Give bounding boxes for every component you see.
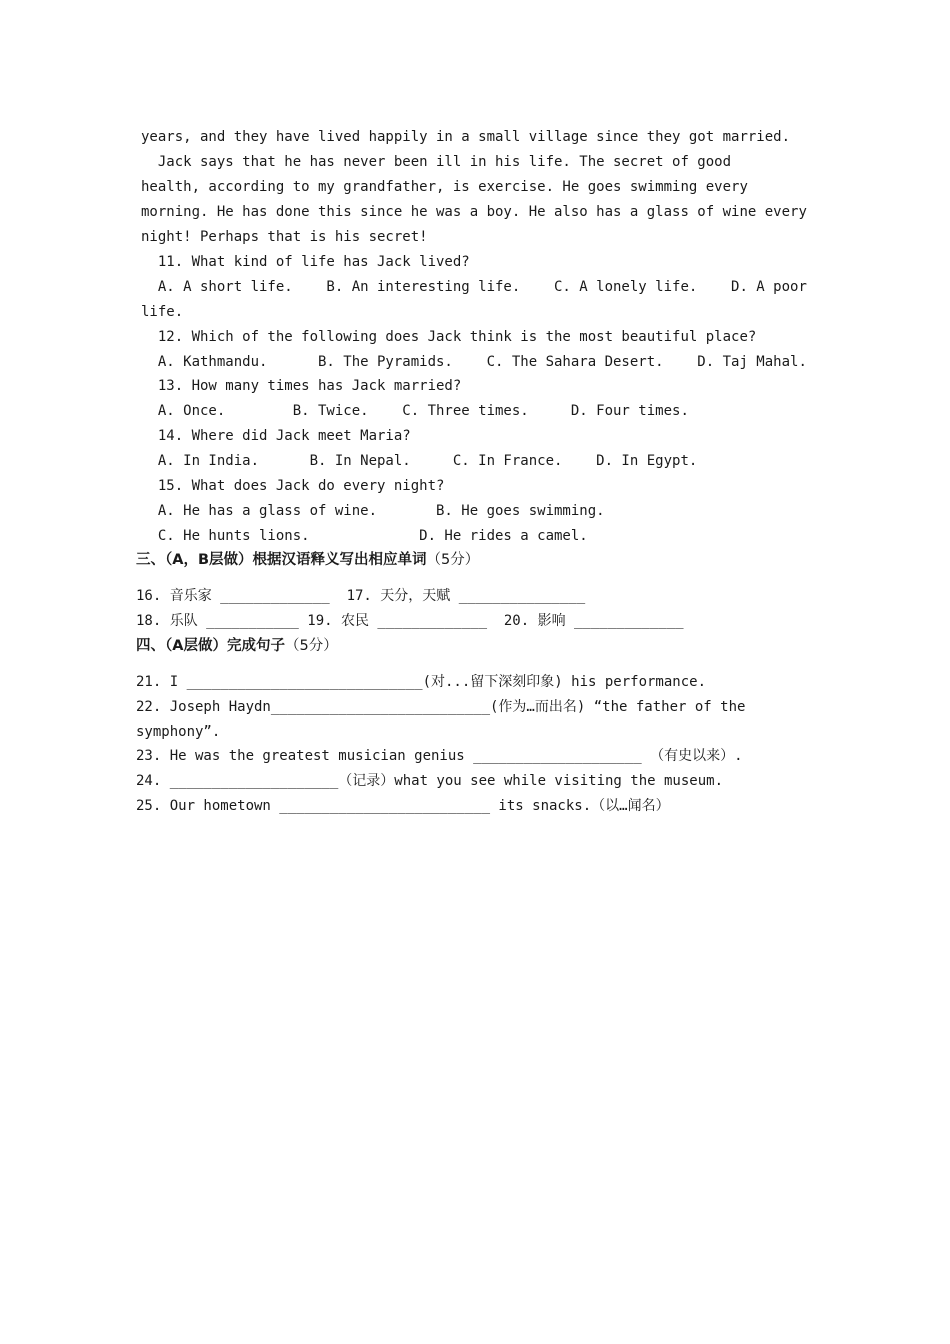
section-3-points: （5分） [426,552,480,568]
question-stem: 13. How many times has Jack married? [141,378,462,394]
answer-options: A. Kathmandu. B. The Pyramids. C. The Sahara Desert. D. Taj Mahal. [141,354,807,370]
answer-options-continued: C. He hunts lions. D. He rides a camel. [141,528,588,544]
answer-options: A. A short life. B. An interesting life. C. A lonely life. D. A poor [141,279,807,295]
sentence-item: 21. I ____________________________(对...留下深刻印象) his performance. [136,674,707,690]
section-4-title: 四、（A层做）完成句子 [136,638,285,654]
sentence-item: 22. Joseph Haydn__________________________(作为…而出名) “the father of the [136,699,746,715]
section-3-title: 三、（A，B层做）根据汉语释义写出相应单词 [136,552,427,568]
answer-options-continued: life. [141,304,184,320]
question-stem: 14. Where did Jack meet Maria? [141,428,411,444]
sentence-item: 24. ____________________（记录）what you see while visiting the museum. [136,773,724,789]
sentence-item-continued: symphony”. [136,724,221,740]
section-4-heading [136,637,338,655]
passage-line: night! Perhaps that is his secret! [141,229,428,245]
sentence-item: 23. He was the greatest musician genius ____________________ （有史以来）. [136,748,743,764]
passage-line: morning. He has done this since he was a boy. He also has a glass of wine every [141,204,807,220]
question-stem: 11. What kind of life has Jack lived? [141,254,470,270]
section-4-points: （5分） [284,638,338,654]
answer-options: A. In India. B. In Nepal. C. In France. D. In Egypt. [141,453,698,469]
answer-options: A. Once. B. Twice. C. Three times. D. Four times. [141,403,689,419]
answer-options: A. He has a glass of wine. B. He goes swimming. [141,503,605,519]
word-blank-line: 16. 音乐家 _____________ 17. 天分，天赋 _______________ [136,588,586,604]
sentence-item: 25. Our hometown _________________________ its snacks.（以…闻名） [136,798,670,814]
word-blank-line: 18. 乐队 ___________ 19. 农民 _____________ 20. 影响 _____________ [136,613,684,629]
question-stem: 15. What does Jack do every night? [141,478,445,494]
passage-line: years, and they have lived happily in a small village since they got married. [141,129,791,145]
passage-line: Jack says that he has never been ill in his life. The secret of good [141,154,732,170]
question-stem: 12. Which of the following does Jack think is the most beautiful place? [141,329,757,345]
section-3-heading [136,551,479,569]
passage-line: health, according to my grandfather, is exercise. He goes swimming every [141,179,748,195]
